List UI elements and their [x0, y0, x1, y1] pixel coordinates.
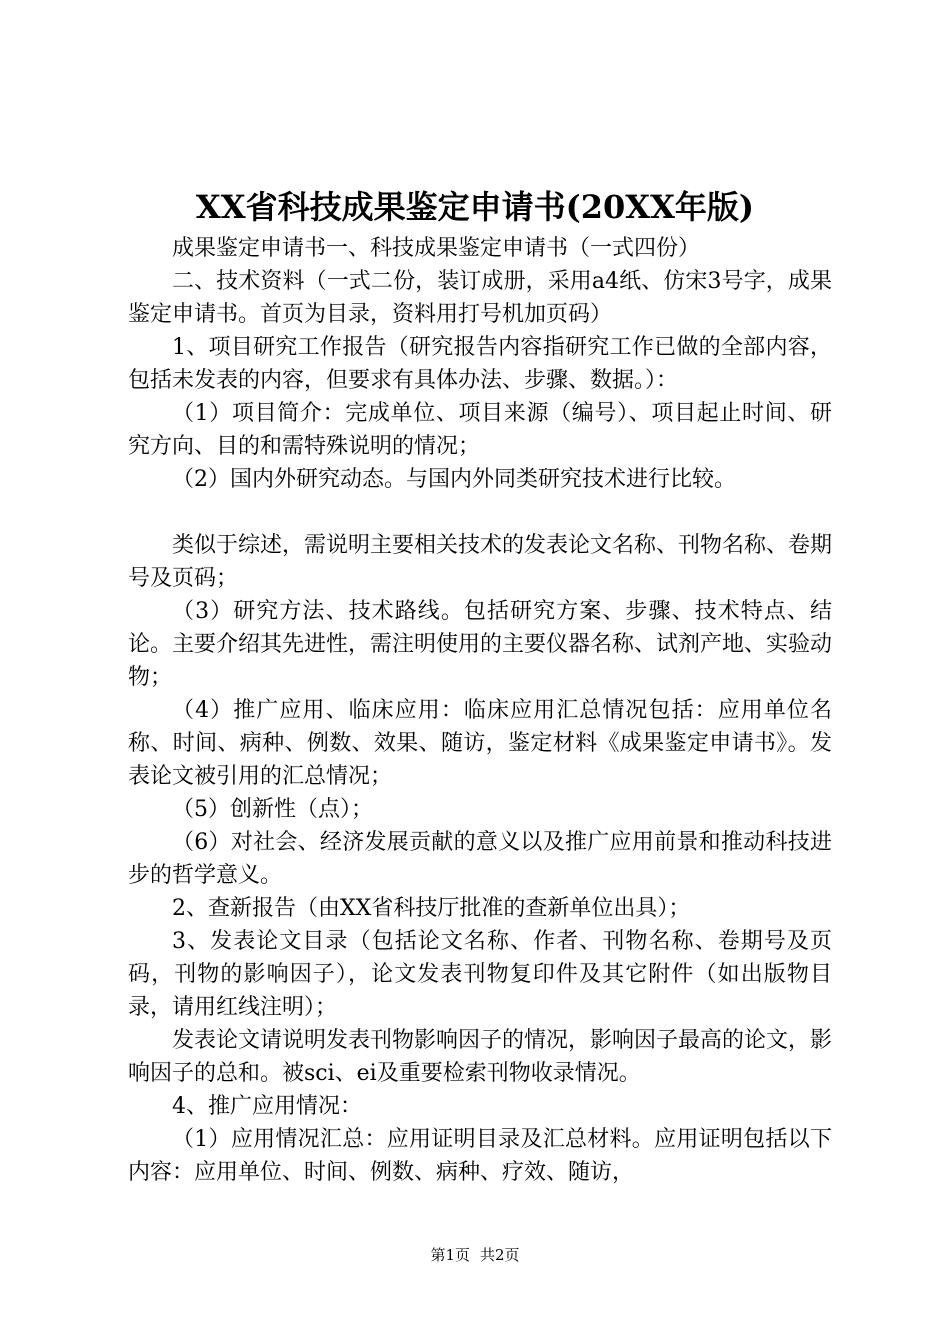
- paragraph: 二、技术资料（一式二份，装订成册，采用a4纸、仿宋3号字，成果鉴定申请书。首页为目录，资料用打号机加页码）: [128, 269, 832, 327]
- paragraph: （1）项目简介：完成单位、项目来源（编号）、项目起止时间、研究方向、目的和需特殊说明的情况；: [128, 401, 832, 459]
- paragraph: （5）创新性（点）；: [172, 797, 373, 822]
- paragraph: 3、发表论文目录（包括论文名称、作者、刊物名称、卷期号及页码，刊物的影响因子），论文发表刊物复印件及其它附件（如出版物目录，请用红线注明）；: [128, 929, 832, 1020]
- document-body: [128, 232, 832, 1189]
- paragraph: 4、推广应用情况：: [172, 1094, 362, 1119]
- paragraph: 发表论文请说明发表刊物影响因子的情况，影响因子最高的论文，影响因子的总和。被sci、ei及重要检索刊物收录情况。: [128, 1028, 833, 1086]
- page-number: 第1页: [430, 1246, 470, 1264]
- paragraph: （4）推广应用、临床应用：临床应用汇总情况包括：应用单位名称、时间、病种、例数、效果、随访，鉴定材料《成果鉴定申请书》。发表论文被引用的汇总情况；: [128, 698, 832, 789]
- paragraph: 1、项目研究工作报告（研究报告内容指研究工作已做的全部内容，包括未发表的内容，但要求有具体办法、步骤、数据。）：: [128, 335, 832, 393]
- paragraph: （3）研究方法、技术路线。包括研究方案、步骤、技术特点、结论。主要介绍其先进性，需注明使用的主要仪器名称、试剂产地、实验动物；: [128, 599, 833, 690]
- document-title: XX省科技成果鉴定申请书(20XX年版): [195, 188, 755, 226]
- paragraph: （6）对社会、经济发展贡献的意义以及推广应用前景和推动科技进步的哲学意义。: [128, 830, 832, 888]
- paragraph: 成果鉴定申请书一、科技成果鉴定申请书（一式四份）: [172, 236, 701, 261]
- paragraph: （1）应用情况汇总：应用证明目录及汇总材料。应用证明包括以下内容：应用单位、时间、例数、病种、疗效、随访，: [128, 1127, 832, 1185]
- paragraph: （2）国内外研究动态。与国内外同类研究技术进行比较。: [172, 467, 736, 492]
- page-footer: [0, 1244, 950, 1266]
- paragraph: 类似于综述，需说明主要相关技术的发表论文名称、刊物名称、卷期号及页码；: [128, 533, 833, 591]
- blank-line: [128, 496, 832, 529]
- paragraph: 2、查新报告（由XX省科技厅批准的查新单位出具）；: [172, 896, 691, 921]
- page-total: 共2页: [480, 1246, 520, 1264]
